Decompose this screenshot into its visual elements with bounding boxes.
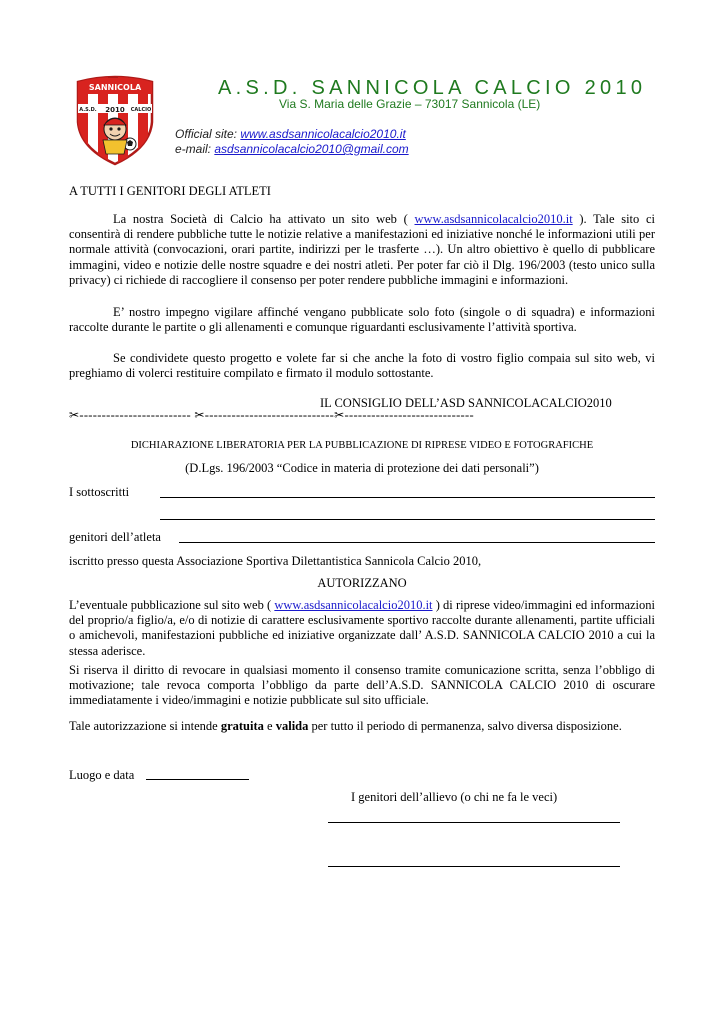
authorization-text-start: L’eventuale pubblicazione sul sito web ( — [69, 598, 275, 612]
cut-dashes: ------------------------- — [79, 408, 191, 422]
greeting: A TUTTI I GENITORI DEGLI ATLETI — [69, 184, 271, 198]
signers-name-field[interactable] — [160, 497, 655, 498]
official-site-link[interactable]: www.asdsannicolacalcio2010.it — [240, 127, 406, 141]
scissors-icon: ✂ — [69, 408, 80, 422]
free-of-charge-text: gratuita — [220, 719, 264, 733]
authorization-paragraph — [69, 598, 655, 659]
parents-label: genitori dell’atleta — [69, 530, 161, 544]
declaration-title: DICHIARAZIONE LIBERATORIA PER LA PUBBLICAZIONE DI RIPRESE VIDEO E FOTOGRAFICHE — [130, 440, 594, 451]
crest-left-text: A.S.D. — [79, 107, 97, 113]
official-site-line — [175, 127, 406, 141]
request-paragraph — [69, 351, 655, 381]
scissors-icon: ✂ — [194, 408, 205, 422]
signers-name-field-2[interactable] — [160, 519, 655, 520]
declaration-subtitle: (D.Lgs. 196/2003 “Codice in materia di protezione dei dati personali”) — [185, 461, 539, 475]
crest-mid-text: 2010 — [105, 106, 125, 114]
authorization-site-link[interactable]: www.asdsannicolacalcio2010.it — [274, 598, 433, 612]
email-link[interactable]: asdsannicolacalcio2010@gmail.com — [214, 142, 409, 156]
authorize-heading: AUTORIZZANO — [317, 576, 407, 590]
validity-text-start: Tale autorizzazione si intende — [69, 719, 221, 733]
intro-text-end: ). Tale sito ci consentirà di rendere pubbliche tutte le notizie relative a manifestazioni ed iniziative nonché le informazioni utili per normale attività (convocazioni, orari partite, indirizzi per le trasferte …). Un altro obiettivo è quello di pubblicare immagini, video e notizie delle nostre squadre e dei nostri atleti. Per poter far ciò il Dlg. 196/2003 (testo unico sulla privacy) ci richiede di raccogliere il consenso per poter rendere pubbliche immagini e informazioni. — [69, 212, 655, 287]
intro-site-link[interactable]: www.asdsannicolacalcio2010.it — [414, 212, 573, 226]
request-text: Se condividete questo progetto e volete far si che anche la foto di vostro figlio compaia sul sito web, vi preghiamo di volerci restituire compilato e firmato il modulo sottostante. — [69, 351, 655, 381]
council-signature: IL CONSIGLIO DELL’ASD SANNICOLACALCIO2010 — [320, 396, 612, 410]
revocation-paragraph: Si riserva il diritto di revocare in qualsiasi momento il consenso tramite comunicazione scritta, senza l’obbligo di motivazione; tale revoca comporta l’obbligo da parte dell’A.S.D. SANNICOLA CALCIO 2010 di oscurare immediatamente i video/immagini e notizie pubblicate sul sito ufficiale. — [69, 663, 655, 708]
place-date-field[interactable] — [146, 779, 249, 780]
validity-conjunction: e — [263, 719, 276, 733]
official-site-label: Official site: — [175, 127, 241, 141]
cut-line — [69, 408, 474, 423]
parent-signature-field-1[interactable] — [328, 822, 620, 823]
enrolled-text: iscritto presso questa Associazione Sportiva Dilettantistica Sannicola Calcio 2010, — [69, 554, 482, 568]
parents-signature-label: I genitori dell’allievo (o chi ne fa le veci) — [351, 790, 558, 804]
cut-dashes: ----------------------------- — [204, 408, 335, 422]
club-crest-icon — [70, 74, 160, 166]
valid-text: valida — [275, 719, 309, 733]
commitment-paragraph — [69, 305, 655, 335]
validity-text-end: per tutto il periodo di permanenza, salvo diversa disposizione. — [308, 719, 622, 733]
email-line — [175, 142, 409, 156]
validity-paragraph — [69, 719, 655, 734]
email-label: e-mail: — [175, 142, 215, 156]
commitment-text: E’ nostro impegno vigilare affinché vengano pubblicate solo foto (singole o di squadra) e informazioni raccolte durante le partite o gli allenamenti e comunque riguardanti esclusivamente l’attività sportiva. — [69, 305, 655, 335]
scissors-icon: ✂ — [334, 408, 345, 422]
club-address: Via S. Maria delle Grazie – 73017 Sannicola (LE) — [279, 97, 541, 111]
athlete-name-field[interactable] — [179, 542, 655, 543]
crest-right-text: CALCIO — [130, 107, 152, 113]
signers-label: I sottoscritti — [69, 485, 130, 499]
cut-dashes: ----------------------------- — [344, 408, 474, 422]
place-date-label: Luogo e data — [69, 768, 135, 782]
authorization-text-end: ) di riprese video/immagini ed informazioni del proprio/a figlio/a, e/o di notizie di carattere esclusivamente sportivo raccolte durante allenamenti, partite ufficiali o amichevoli, manifestazioni pubbliche ed iniziative organizzate dall’ A.S.D. SANNICOLA CALCIO 2010 a cui la stessa aderisce. — [69, 598, 655, 658]
intro-paragraph — [69, 212, 655, 288]
parent-signature-field-2[interactable] — [328, 866, 620, 867]
crest-top-text: SANNICOLA — [88, 83, 142, 92]
club-title: A.S.D. SANNICOLA CALCIO 2010 — [218, 77, 647, 99]
intro-text-start: La nostra Società di Calcio ha attivato un sito web ( — [113, 212, 415, 226]
